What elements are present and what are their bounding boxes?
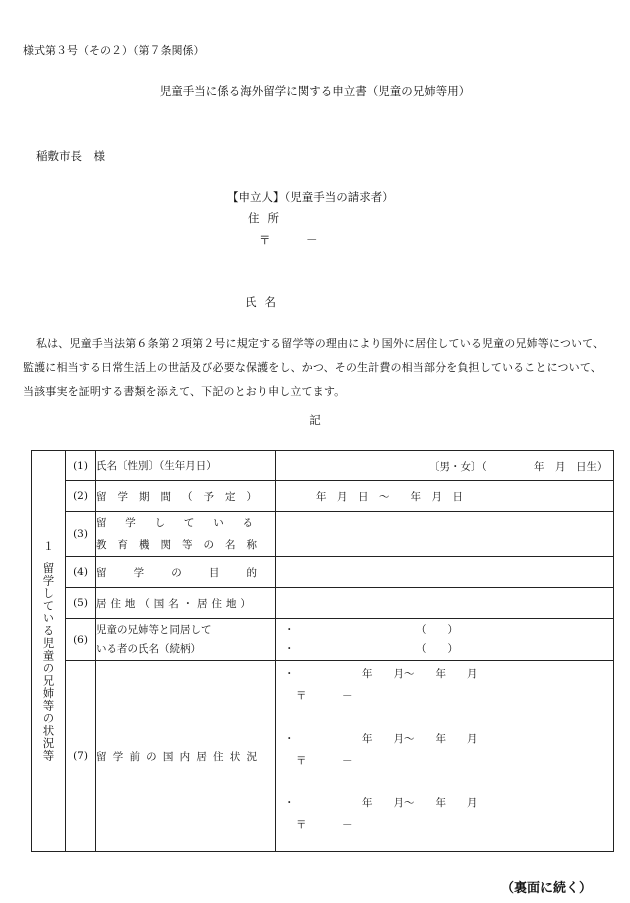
- label-char: 機: [139, 539, 150, 551]
- status-table: [31, 450, 614, 852]
- relationship-paren: （ ）: [416, 643, 458, 655]
- label-spread: [96, 596, 275, 611]
- label-char: 名: [225, 539, 236, 551]
- postal-dash: －: [342, 755, 353, 767]
- label-char: 住: [213, 750, 224, 763]
- table-row: [32, 619, 614, 661]
- row-label: 氏名〔性別〕（生年月日）: [96, 451, 276, 481]
- label-char: 学: [112, 750, 124, 763]
- label-line-2: いる者の氏名（続柄）: [96, 642, 201, 655]
- label-char: 留: [96, 517, 107, 529]
- label-char: 地: [124, 597, 136, 610]
- postal-mark: 〒: [259, 233, 271, 247]
- row-number: (3): [66, 512, 96, 557]
- label-line-2: [96, 534, 275, 556]
- label-char: 居: [196, 750, 207, 763]
- postal-dash: －: [342, 690, 353, 702]
- label-char: 内: [179, 750, 191, 763]
- relationship-paren: （ ）: [416, 624, 458, 636]
- name-gender-birth-field[interactable]: [276, 451, 614, 481]
- statement-paragraph: 私は、児童手当法第６条第２項第２号に規定する留学等の理由により国外に居住している児童の兄姉等について、監護に相当する日常生活上の世話及び必要な保護をし、かつ、その生計費の相当部分を負担していることについて、当該事実を証明する書類を添えて、下記のとおり申し立てます。: [23, 337, 605, 398]
- label-char: 前: [129, 750, 140, 763]
- label-char: 留: [96, 490, 107, 503]
- residence-period: 年 月〜 年 月: [362, 797, 478, 809]
- study-purpose-field[interactable]: [276, 557, 614, 588]
- table-row: [32, 661, 614, 852]
- row-label: [96, 661, 276, 852]
- birth-date: 年 月 日生）: [534, 461, 608, 473]
- residence-period: 年 月〜 年 月: [362, 668, 478, 680]
- label-char: 目: [208, 566, 220, 579]
- label-char: る: [242, 517, 253, 529]
- table-row: [32, 451, 614, 481]
- row-label: [96, 557, 276, 588]
- label-line-1: [96, 512, 275, 534]
- name-label: 氏名: [245, 295, 284, 309]
- label-char: 称: [246, 539, 257, 551]
- institution-name-field[interactable]: [276, 512, 614, 557]
- row-number: (7): [66, 661, 96, 852]
- label-char: 住: [110, 597, 121, 610]
- label-char: 予: [203, 490, 214, 503]
- postal-mark: 〒: [296, 690, 307, 702]
- postal-mark: 〒: [296, 819, 307, 831]
- postal-dash: －: [306, 233, 318, 247]
- label-spread: [96, 565, 275, 580]
- label-char: し: [154, 517, 166, 529]
- ki-heading: 記: [309, 413, 321, 427]
- document-title: 児童手当に係る海外留学に関する申立書（児童の兄姉等用）: [159, 84, 471, 98]
- label-char: 学: [117, 490, 128, 503]
- bullet: ・: [284, 624, 295, 636]
- prior-residence-field[interactable]: [276, 661, 614, 852]
- label-line-1: 児童の兄姉等と同居して: [96, 623, 212, 636]
- label-spread: [96, 749, 275, 764]
- address-label: 住所: [248, 211, 287, 225]
- bullet: ・: [284, 733, 295, 745]
- table-row: [32, 588, 614, 619]
- section-number: １: [43, 539, 54, 553]
- table-row: [32, 481, 614, 512]
- label-char: て: [183, 517, 195, 529]
- applicant-heading: 【申立人】（児童手当の請求者）: [227, 190, 394, 204]
- label-char: 定: [225, 490, 236, 503]
- label-char: 学: [133, 566, 145, 579]
- table-row: [32, 512, 614, 557]
- label-char: ）: [240, 597, 251, 610]
- label-char: の: [146, 750, 157, 763]
- label-char: 間: [160, 490, 171, 503]
- label-char: 留: [96, 566, 107, 579]
- residence-period: 年 月〜 年 月: [362, 733, 478, 745]
- label-char: （: [182, 490, 193, 503]
- form-number: 様式第３号（その２）（第７条関係）: [23, 44, 205, 57]
- label-char: 名: [168, 597, 179, 610]
- label-char: ）: [246, 490, 257, 503]
- label-char: 留: [96, 750, 107, 763]
- label-spread: [96, 489, 275, 504]
- label-char: 国: [162, 750, 174, 763]
- label-char: 国: [153, 597, 165, 610]
- row-number: (1): [66, 451, 96, 481]
- label-char: 等: [182, 539, 193, 551]
- bullet: ・: [284, 797, 295, 809]
- section-title: 留学している児童の兄姉等の状況等: [41, 561, 56, 762]
- study-period-field[interactable]: [276, 481, 614, 512]
- table-row: [32, 557, 614, 588]
- label-char: 状: [229, 750, 241, 763]
- row-label: [96, 512, 276, 557]
- label-char: 期: [139, 490, 150, 503]
- row-number: (5): [66, 588, 96, 619]
- row-label: [96, 619, 276, 661]
- cohabitant-field[interactable]: [276, 619, 614, 661]
- label-char: 的: [246, 566, 257, 579]
- label-char: 居: [197, 597, 208, 610]
- row-number: (2): [66, 481, 96, 512]
- label-char: （: [139, 597, 150, 610]
- row-label: [96, 588, 276, 619]
- label-char: 況: [246, 750, 257, 763]
- label-char: 住: [211, 597, 222, 610]
- label-char: 学: [125, 517, 136, 529]
- label-char: い: [213, 517, 224, 529]
- label-char: ・: [182, 597, 194, 610]
- postal-mark: 〒: [296, 755, 307, 767]
- residence-field[interactable]: [276, 588, 614, 619]
- label-char: 居: [96, 597, 107, 610]
- study-period: 年 月 日 〜 年 月 日: [316, 491, 463, 503]
- row-label: [96, 481, 276, 512]
- label-char: の: [203, 539, 214, 551]
- bullet: ・: [284, 643, 295, 655]
- postal-dash: －: [342, 819, 353, 831]
- bullet: ・: [284, 668, 295, 680]
- label-char: の: [171, 566, 182, 579]
- label-char: 関: [160, 539, 171, 551]
- section-cell: [32, 451, 66, 852]
- row-number: (6): [66, 619, 96, 661]
- label-char: 教: [96, 539, 107, 551]
- addressee: 稲敷市長 様: [36, 149, 105, 163]
- continued-on-back: （裏面に続く）: [500, 881, 592, 896]
- label-char: 地: [225, 597, 237, 610]
- label-char: 育: [117, 539, 128, 551]
- row-number: (4): [66, 557, 96, 588]
- gender-choice: 〔男・女〕（: [429, 461, 487, 473]
